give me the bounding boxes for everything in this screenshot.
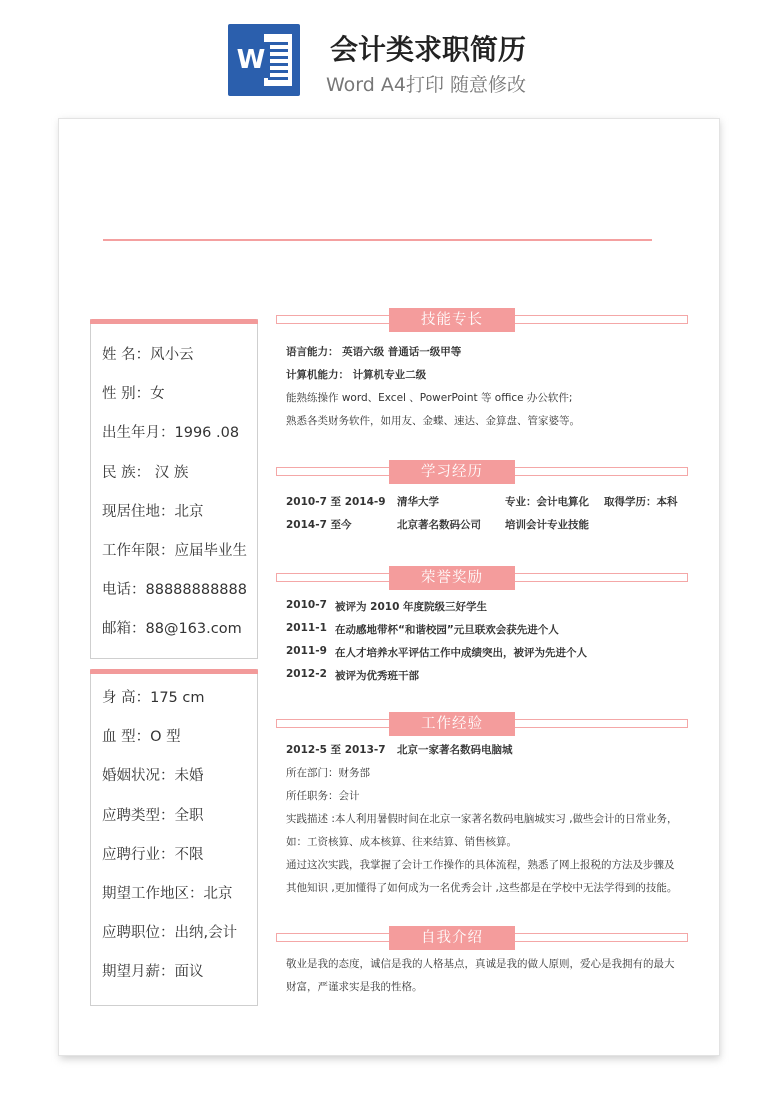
honor-date: 2011-1 (286, 622, 327, 634)
honors-heading-label: 荣誉奖励 (389, 566, 515, 590)
education-org: 清华大学 (397, 496, 439, 508)
work-line: 实践描述 :本人利用暑假时间在北京一家著名数码电脑城实习 ,做些会计的日常业务， (286, 813, 678, 825)
resume-page (58, 118, 720, 1056)
work-line: 所任职务：会计 (286, 790, 360, 802)
education-extra: 取得学历：本科 (604, 496, 678, 508)
skill-line: 语言能力： 英语六级 普通话一级甲等 (286, 346, 462, 358)
phone-field: 电话：88888888888 (102, 582, 247, 599)
honor-text: 被评为优秀班干部 (335, 670, 419, 682)
birth-field: 出生年月：1996 .08 (102, 425, 240, 442)
education-date: 2014-7 至今 (286, 519, 352, 531)
work-date: 2012-5 至 2013-7 (286, 744, 386, 756)
self-intro-heading (276, 926, 688, 952)
height-field: 身 高：175 cm (102, 690, 205, 706)
education-heading (276, 460, 688, 486)
honor-date: 2011-9 (286, 645, 327, 657)
skill-line: 熟悉各类财务软件，如用友、金蝶、速达、金算盘、管家婆等。 (286, 415, 580, 427)
education-org: 北京著名数码公司 (397, 519, 481, 531)
marital-field: 婚姻状况：未婚 (102, 768, 204, 785)
location-field: 期望工作地区：北京 (102, 885, 233, 902)
gender-field: 性 别：女 (102, 386, 165, 403)
honor-text: 在人才培养水平评估工作中成绩突出，被评为先进个人 (335, 647, 587, 659)
email-field: 邮箱：88@163.com (102, 621, 242, 638)
residence-field: 现居住地：北京 (102, 503, 204, 520)
education-detail: 专业：会计电算化 (505, 496, 589, 508)
word-icon (228, 24, 300, 96)
work-heading (276, 712, 688, 738)
industry-field: 应聘行业：不限 (102, 846, 204, 863)
page-header (0, 0, 774, 118)
template-subtitle: Word A4打印 随意修改 (326, 74, 527, 96)
self-intro-heading-label: 自我介绍 (389, 926, 515, 950)
basic-info-card (90, 319, 258, 659)
honor-date: 2012-2 (286, 668, 327, 680)
education-date: 2010-7 至 2014-9 (286, 496, 386, 508)
self-intro-line: 财富，严谨求实是我的性格。 (286, 981, 423, 993)
honor-text: 在动感地带杯“和谐校园”元旦联欢会获先进个人 (335, 624, 559, 636)
work-line: 其他知识 ,更加懂得了如何成为一名优秀会计 ,这些都是在学校中无法学得到的技能。 (286, 882, 678, 894)
ethnicity-field: 民 族： 汉 族 (102, 464, 189, 481)
template-title: 会计类求职简历 (330, 33, 527, 66)
position-field: 应聘职位：出纳,会计 (102, 925, 238, 942)
skills-heading (276, 308, 688, 334)
name-field: 姓 名：风小云 (102, 347, 194, 363)
honor-date: 2010-7 (286, 599, 327, 611)
honors-heading (276, 566, 688, 592)
salary-field: 期望月薪：面议 (102, 964, 204, 981)
education-heading-label: 学习经历 (389, 460, 515, 484)
work-line: 如：工资核算、成本核算、往来结算、销售核算。 (286, 836, 517, 848)
job-type-field: 应聘类型：全职 (102, 807, 204, 824)
job-intent-card (90, 669, 258, 1006)
header-divider (103, 239, 652, 241)
work-company: 北京一家著名数码电脑城 (397, 744, 513, 756)
word-letter: W (232, 42, 270, 78)
skill-line: 能熟练操作 word、Excel 、PowerPoint 等 office 办公软件; (286, 392, 573, 404)
work-line: 所在部门：财务部 (286, 767, 370, 779)
work-heading-label: 工作经验 (389, 712, 515, 736)
skill-line: 计算机能力： 计算机专业二级 (286, 369, 427, 381)
honor-text: 被评为 2010 年度院级三好学生 (335, 601, 488, 613)
skills-heading-label: 技能专长 (389, 308, 515, 332)
education-detail: 培训会计专业技能 (505, 519, 589, 531)
blood-type-field: 血 型：O 型 (102, 729, 181, 746)
self-intro-line: 敬业是我的态度，诚信是我的人格基点，真诚是我的做人原则，爱心是我拥有的最大 (286, 958, 675, 970)
work-years-field: 工作年限：应届毕业生 (102, 542, 247, 559)
work-line: 通过这次实践，我掌握了会计工作操作的具体流程，熟悉了网上报税的方法及步骤及 (286, 859, 675, 871)
